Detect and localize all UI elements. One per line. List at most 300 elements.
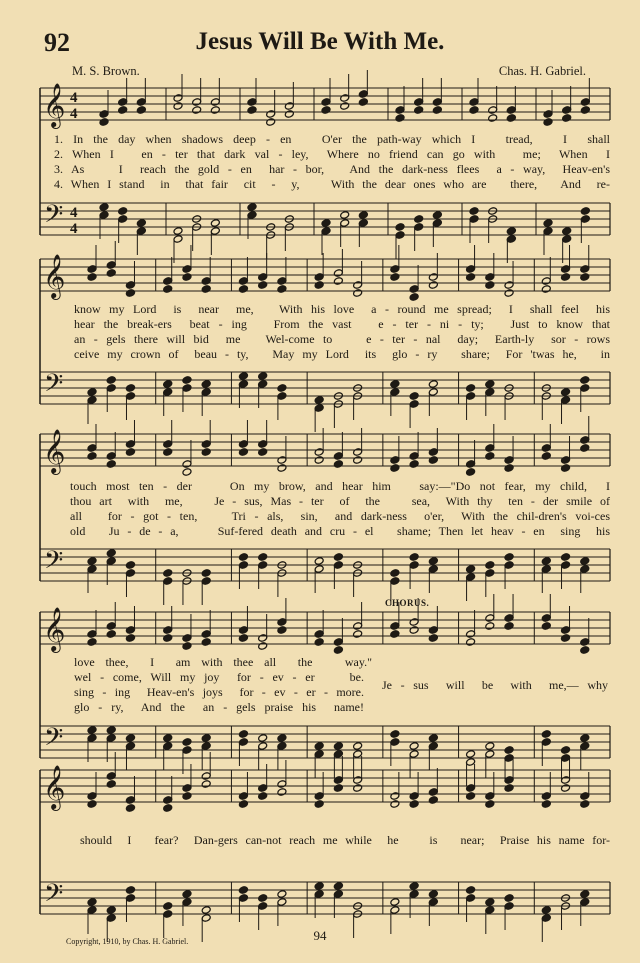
note-head: [314, 890, 324, 899]
note-head: [409, 792, 419, 801]
time-signature: 4: [70, 221, 78, 237]
note-head: [201, 638, 211, 647]
note-head: [201, 569, 211, 578]
note-head: [87, 898, 97, 907]
system1-verse4: 4. When I stand in that fair cit - y, With the dear ones who are there, And re-: [54, 177, 610, 191]
note-head: [485, 800, 495, 809]
note-head: [409, 742, 419, 751]
note-head: [258, 380, 268, 389]
note-head: [504, 456, 514, 465]
note-head: [428, 890, 438, 899]
note-head: [182, 784, 192, 793]
note-head: [106, 622, 116, 631]
note-head: [561, 273, 571, 282]
note-head: [201, 448, 211, 457]
bass-clef-icon: 𝄢: [44, 369, 64, 404]
note-head: [580, 898, 590, 907]
note-head: [580, 444, 590, 453]
note-head: [504, 746, 514, 755]
note-head: [580, 207, 590, 216]
note-head: [106, 630, 116, 639]
note-head: [277, 384, 287, 393]
note-head: [314, 456, 324, 465]
note-head: [163, 380, 173, 389]
note-head: [182, 746, 192, 755]
note-head: [333, 452, 343, 461]
note-head: [238, 440, 248, 449]
note-head: [485, 750, 495, 759]
note-head: [504, 561, 514, 570]
note-head: [163, 388, 173, 397]
note-head: [469, 106, 479, 115]
note-head: [469, 215, 479, 224]
note-head: [126, 384, 136, 393]
note-head: [106, 772, 116, 781]
note-head: [409, 460, 419, 469]
note-head: [358, 211, 368, 220]
note-head: [561, 634, 571, 643]
note-head: [126, 886, 136, 895]
time-signature: 4: [70, 90, 78, 106]
note-head: [485, 742, 495, 751]
note-head: [173, 227, 183, 236]
hymn-number: 92: [44, 28, 70, 57]
note-head: [409, 882, 419, 891]
note-head: [126, 561, 136, 570]
note-head: [485, 388, 495, 397]
note-head: [358, 90, 368, 99]
note-head: [543, 118, 553, 127]
note-head: [580, 646, 590, 655]
note-head: [504, 289, 514, 298]
copyright-notice: Copyright, 1910, by Chas. H. Gabriel.: [66, 937, 189, 946]
note-head: [238, 894, 248, 903]
note-head: [201, 914, 211, 923]
note-head: [580, 792, 590, 801]
note-head: [580, 557, 590, 566]
note-head: [238, 448, 248, 457]
note-head: [247, 106, 257, 115]
note-head: [541, 730, 551, 739]
note-head: [580, 376, 590, 385]
note-head: [485, 622, 495, 631]
page-number: 94: [313, 928, 327, 943]
note-head: [504, 754, 514, 763]
note-head: [353, 622, 363, 631]
note-head: [466, 392, 476, 401]
note-head: [182, 273, 192, 282]
note-head: [238, 553, 248, 562]
note-head: [238, 626, 248, 635]
note-head: [87, 906, 97, 915]
note-head: [414, 98, 424, 107]
note-head: [333, 776, 343, 785]
note-head: [182, 468, 192, 477]
time-signature: 4: [70, 205, 78, 221]
note-head: [541, 792, 551, 801]
note-head: [238, 285, 248, 294]
note-head: [580, 890, 590, 899]
note-head: [321, 227, 331, 236]
note-head: [333, 784, 343, 793]
note-head: [409, 626, 419, 635]
note-head: [333, 750, 343, 759]
note-head: [428, 456, 438, 465]
note-head: [333, 277, 343, 286]
note-head: [466, 460, 476, 469]
note-head: [541, 277, 551, 286]
note-head: [353, 750, 363, 759]
note-head: [314, 273, 324, 282]
note-head: [126, 289, 136, 298]
note-head: [340, 94, 350, 103]
system2-verse1: know my Lord is near me, With his love a - round me spread; I shall feel his: [74, 302, 610, 316]
note-head: [163, 626, 173, 635]
system3-verse3: all for - got - ten, Tri - als, sin, and dark-ness o'er, With the chil-dren's voi-ces: [70, 509, 610, 523]
note-head: [277, 626, 287, 635]
bass-clef-icon: 𝄢: [44, 546, 64, 581]
note-head: [561, 626, 571, 635]
system1-verse2: 2. When I en - ter that dark val - ley, Where no friend can go with me; When I: [54, 147, 610, 161]
note-head: [409, 800, 419, 809]
note-head: [99, 118, 109, 127]
note-head: [210, 106, 220, 115]
note-head: [580, 565, 590, 574]
note-head: [277, 890, 287, 899]
note-head: [247, 211, 257, 220]
treble-clef-icon: 𝄞: [43, 607, 66, 651]
note-head: [390, 569, 400, 578]
note-head: [580, 265, 590, 274]
note-head: [485, 281, 495, 290]
note-head: [428, 281, 438, 290]
note-head: [201, 388, 211, 397]
note-head: [163, 902, 173, 911]
note-head: [258, 792, 268, 801]
system2-verse3: an - gels there will bid me Wel-come to e - ter - nal day; Earth-ly sor - rows: [74, 332, 610, 346]
note-head: [353, 456, 363, 465]
note-head: [504, 776, 514, 785]
note-head: [201, 780, 211, 789]
note-head: [163, 285, 173, 294]
note-head: [87, 565, 97, 574]
note-head: [126, 894, 136, 903]
note-head: [106, 269, 116, 278]
note-head: [277, 742, 287, 751]
note-head: [258, 902, 268, 911]
note-head: [106, 261, 116, 270]
note-head: [210, 219, 220, 228]
note-head: [390, 577, 400, 586]
note-head: [466, 784, 476, 793]
note-head: [409, 392, 419, 401]
note-head: [277, 898, 287, 907]
note-head: [466, 630, 476, 639]
note-head: [485, 898, 495, 907]
note-head: [163, 569, 173, 578]
note-head: [409, 400, 419, 409]
note-head: [87, 638, 97, 647]
note-head: [118, 207, 128, 216]
note-head: [409, 750, 419, 759]
note-head: [87, 396, 97, 405]
note-head: [99, 203, 109, 212]
note-head: [247, 98, 257, 107]
note-head: [314, 404, 324, 413]
note-head: [106, 460, 116, 469]
system2-verse4: ceive my crown of beau - ty, May my Lord its glo - ry share; For 'twas he, in: [74, 347, 610, 361]
note-head: [485, 906, 495, 915]
note-head: [541, 800, 551, 809]
note-head: [163, 634, 173, 643]
note-head: [428, 742, 438, 751]
system3-verse1: touch most ten - der On my brow, and hear him say:—"Do not fear, my child, I: [70, 479, 610, 493]
note-head: [258, 281, 268, 290]
note-head: [395, 231, 405, 240]
note-head: [126, 569, 136, 578]
note-head: [182, 890, 192, 899]
note-head: [238, 277, 248, 286]
note-head: [506, 235, 516, 244]
note-head: [466, 638, 476, 647]
note-head: [182, 898, 192, 907]
note-head: [428, 557, 438, 566]
note-head: [390, 730, 400, 739]
note-head: [126, 734, 136, 743]
note-head: [136, 98, 146, 107]
note-head: [488, 106, 498, 115]
note-head: [258, 561, 268, 570]
note-head: [238, 380, 248, 389]
note-head: [182, 642, 192, 651]
note-head: [409, 561, 419, 570]
note-head: [182, 738, 192, 747]
note-head: [466, 750, 476, 759]
note-head: [561, 396, 571, 405]
note-head: [580, 742, 590, 751]
note-head: [106, 914, 116, 923]
note-head: [201, 440, 211, 449]
note-head: [414, 106, 424, 115]
note-head: [87, 557, 97, 566]
note-head: [201, 380, 211, 389]
note-head: [87, 630, 97, 639]
note-head: [106, 906, 116, 915]
note-head: [561, 784, 571, 793]
note-head: [358, 98, 368, 107]
note-head: [163, 796, 173, 805]
note-head: [258, 742, 268, 751]
note-head: [87, 273, 97, 282]
time-signature: 4: [70, 106, 78, 122]
hymn-title: Jesus Will Be With Me.: [195, 28, 445, 55]
note-head: [414, 223, 424, 232]
system4-verse2: wel - come, Will my joy for - ev - er be.: [74, 670, 364, 684]
note-head: [504, 902, 514, 911]
note-head: [201, 277, 211, 286]
note-head: [126, 392, 136, 401]
note-head: [353, 448, 363, 457]
note-head: [106, 384, 116, 393]
note-head: [541, 622, 551, 631]
note-head: [163, 277, 173, 286]
note-head: [580, 436, 590, 445]
note-head: [543, 110, 553, 119]
bass-clef-icon: 𝄢: [44, 879, 64, 914]
note-head: [247, 203, 257, 212]
note-head: [395, 114, 405, 123]
note-head: [87, 452, 97, 461]
note-head: [126, 626, 136, 635]
note-head: [485, 452, 495, 461]
note-head: [201, 906, 211, 915]
note-head: [238, 372, 248, 381]
system3-verse4: old Ju - de - a, Suf-fered death and cru - el shame; Then let heav - en sing his: [70, 524, 610, 538]
note-head: [238, 886, 248, 895]
note-head: [277, 277, 287, 286]
note-head: [488, 114, 498, 123]
note-head: [390, 738, 400, 747]
note-head: [126, 742, 136, 751]
note-head: [504, 784, 514, 793]
system1-verse3: 3. As I reach the gold - en har - bor, And the dark-ness flees a - way, Heav-en's: [54, 162, 610, 176]
note-head: [428, 898, 438, 907]
note-head: [541, 738, 551, 747]
note-head: [163, 448, 173, 457]
note-head: [395, 106, 405, 115]
note-head: [466, 468, 476, 477]
note-head: [409, 452, 419, 461]
note-head: [353, 742, 363, 751]
note-head: [561, 464, 571, 473]
treble-clef-icon: 𝄞: [43, 765, 66, 809]
note-head: [466, 886, 476, 895]
note-head: [126, 281, 136, 290]
note-head: [543, 219, 553, 228]
note-head: [182, 634, 192, 643]
note-head: [277, 788, 287, 797]
note-head: [353, 630, 363, 639]
note-head: [466, 565, 476, 574]
note-head: [469, 207, 479, 216]
note-head: [126, 448, 136, 457]
note-head: [192, 106, 202, 115]
note-head: [201, 630, 211, 639]
note-head: [390, 898, 400, 907]
note-head: [580, 273, 590, 282]
note-head: [238, 738, 248, 747]
note-head: [163, 734, 173, 743]
note-head: [580, 384, 590, 393]
note-head: [390, 792, 400, 801]
note-head: [541, 614, 551, 623]
composer-credit: Chas. H. Gabriel.: [498, 64, 586, 78]
note-head: [314, 750, 324, 759]
note-head: [562, 114, 572, 123]
note-head: [485, 273, 495, 282]
note-head: [561, 388, 571, 397]
note-head: [314, 638, 324, 647]
note-head: [201, 742, 211, 751]
note-head: [390, 273, 400, 282]
note-head: [182, 265, 192, 274]
note-head: [333, 553, 343, 562]
note-head: [562, 235, 572, 244]
note-head: [258, 553, 268, 562]
note-head: [353, 289, 363, 298]
note-head: [358, 219, 368, 228]
note-head: [504, 622, 514, 631]
system5-chorus-lyric: should I fear? Dan-gers can-not reach me while he is near; Praise his name for-: [80, 833, 610, 847]
note-head: [163, 910, 173, 919]
chorus-lyric: Je - sus will be with me,— why: [382, 678, 608, 692]
note-head: [469, 98, 479, 107]
note-head: [580, 800, 590, 809]
note-head: [163, 577, 173, 586]
system2-verse2: hear the break-ers beat - ing From the vast e - ter - ni - ty; Just to know that: [74, 317, 610, 331]
note-head: [210, 227, 220, 236]
note-head: [395, 223, 405, 232]
note-head: [136, 219, 146, 228]
note-head: [428, 788, 438, 797]
note-head: [390, 906, 400, 915]
note-head: [390, 800, 400, 809]
note-head: [466, 792, 476, 801]
note-head: [561, 456, 571, 465]
note-head: [390, 265, 400, 274]
note-head: [99, 110, 109, 119]
note-head: [340, 102, 350, 111]
bass-clef-icon: 𝄢: [44, 200, 64, 235]
note-head: [504, 894, 514, 903]
system4-verse1: love thee, I am with thee all the way.": [74, 655, 372, 669]
note-head: [390, 630, 400, 639]
note-head: [87, 265, 97, 274]
note-head: [258, 894, 268, 903]
note-head: [541, 906, 551, 915]
system3-verse2: thou art with me, Je - sus, Mas - ter of the sea, With thy ten - der smile of: [70, 494, 610, 508]
note-head: [314, 742, 324, 751]
note-head: [506, 227, 516, 236]
note-head: [543, 227, 553, 236]
note-head: [99, 211, 109, 220]
note-head: [321, 106, 331, 115]
note-head: [87, 388, 97, 397]
note-head: [163, 742, 173, 751]
note-head: [126, 440, 136, 449]
note-head: [333, 269, 343, 278]
note-head: [258, 273, 268, 282]
note-head: [580, 215, 590, 224]
note-head: [106, 376, 116, 385]
note-head: [333, 638, 343, 647]
note-head: [321, 98, 331, 107]
note-head: [561, 561, 571, 570]
note-head: [136, 106, 146, 115]
note-head: [106, 452, 116, 461]
note-head: [485, 792, 495, 801]
note-head: [106, 726, 116, 735]
note-head: [321, 219, 331, 228]
note-head: [87, 800, 97, 809]
note-head: [314, 630, 324, 639]
note-head: [409, 553, 419, 562]
note-head: [258, 448, 268, 457]
note-head: [314, 281, 324, 290]
note-head: [118, 98, 128, 107]
note-head: [541, 285, 551, 294]
note-head: [201, 734, 211, 743]
